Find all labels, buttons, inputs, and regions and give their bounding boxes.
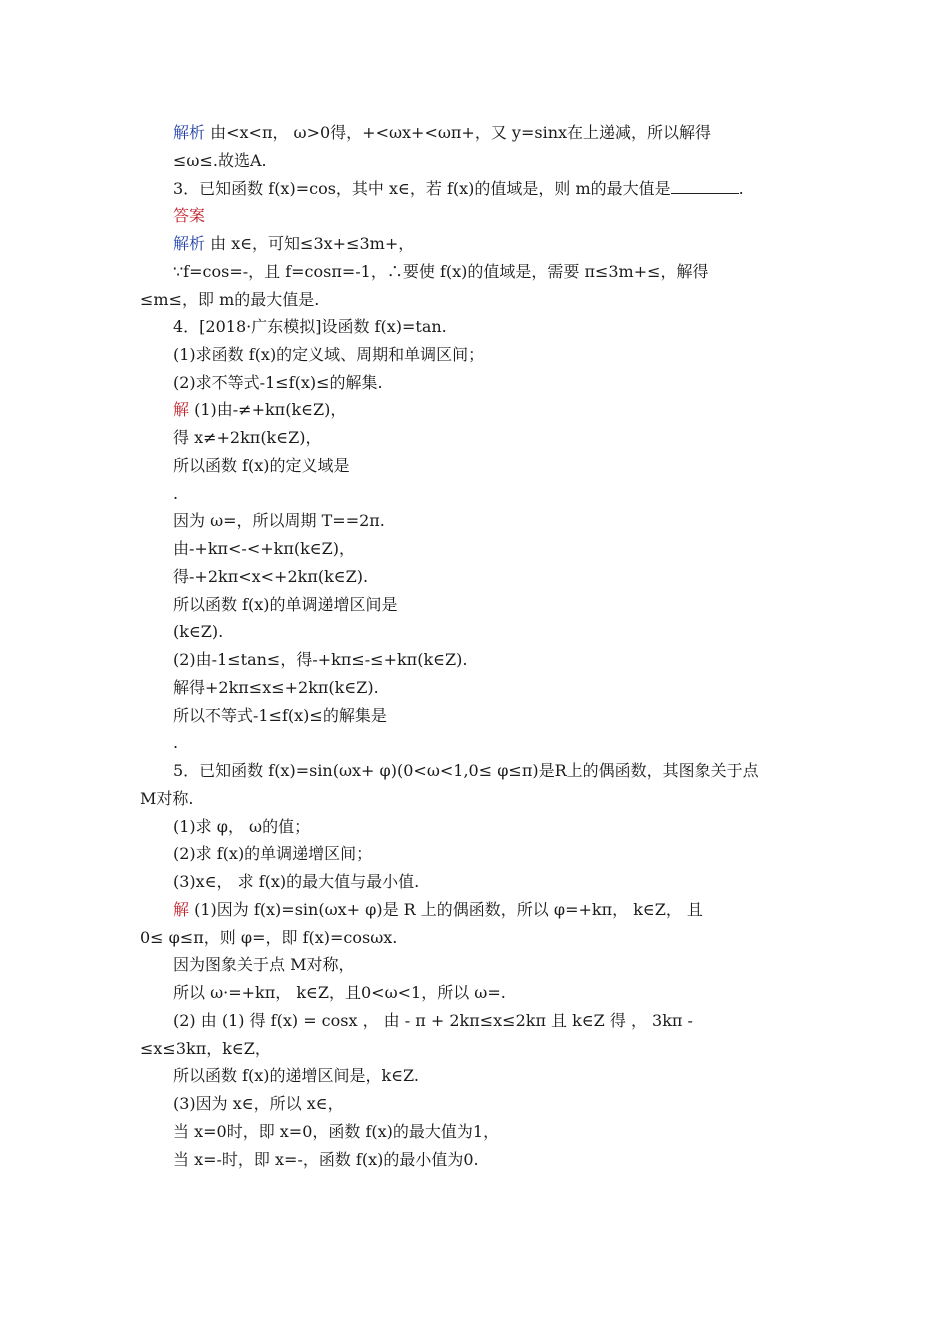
line-text: 由<x<π， ω>0得，+<ωx+<ωπ+，又 y=sinx在上递减，所以解得	[205, 123, 712, 142]
solution-tag: 解	[173, 900, 190, 919]
line-text: (1)求 φ， ω的值；	[173, 817, 311, 836]
line-text: 当 x=-时，即 x=-，函数 f(x)的最小值为0.	[173, 1150, 479, 1169]
line-text: (2)求不等式-1≤f(x)≤的解集.	[173, 373, 383, 392]
line-text: 得-+2kπ<x<+2kπ(k∈Z).	[173, 567, 369, 586]
text-line	[173, 872, 419, 892]
answer-blank	[671, 179, 739, 194]
line-text: 所以不等式-1≤f(x)≤的解集是	[173, 706, 387, 725]
text-line	[173, 817, 310, 837]
line-text: .	[173, 484, 179, 503]
line-text: 因为图象关于点 M对称，	[173, 955, 355, 974]
line-text: 所以函数 f(x)的递增区间是，k∈Z.	[173, 1066, 419, 1085]
text-line	[173, 123, 711, 143]
line-text: (3)因为 x∈，所以 x∈，	[173, 1094, 344, 1113]
line-text: (2)求 f(x)的单调递增区间；	[173, 844, 373, 863]
solution-tag: 解	[173, 400, 190, 419]
text-line	[173, 1150, 479, 1170]
line-text: (k∈Z).	[173, 622, 224, 641]
line-text: 由-+kπ<-<+kπ(k∈Z)，	[173, 539, 356, 558]
text-line	[173, 733, 178, 753]
analysis-tag: 解析	[173, 234, 206, 253]
line-text: ∵f=cos=-，且 f=cosπ=-1，∴要使 f(x)的值域是，需要 π≤3m+≤，解得	[173, 262, 709, 281]
line-text: 因为 ω=，所以周期 T==2π.	[173, 511, 385, 530]
text-line	[173, 345, 484, 365]
text-line	[173, 179, 744, 199]
text-line	[173, 622, 223, 642]
text-line	[173, 955, 354, 975]
text-line	[173, 539, 355, 559]
text-line	[173, 1094, 344, 1114]
text-line	[173, 650, 467, 670]
line-text-end: .	[738, 179, 744, 198]
text-line	[173, 456, 350, 476]
text-line	[173, 983, 506, 1003]
line-text: 0≤ φ≤π，则 φ=，即 f(x)=cosωx.	[140, 928, 398, 947]
line-text: (3)x∈， 求 f(x)的最大值与最小值.	[173, 872, 420, 891]
text-line	[140, 928, 397, 948]
text-line	[173, 234, 414, 254]
text-line	[173, 400, 346, 420]
line-text: .	[173, 733, 179, 752]
line-text: 由 x∈，可知≤3x+≤3m+，	[205, 234, 415, 253]
line-text: (1)由-≠+kπ(k∈Z)，	[189, 400, 347, 419]
analysis-tag: 解析	[173, 123, 206, 142]
text-line	[173, 317, 447, 337]
line-text: (1)求函数 f(x)的定义域、周期和单调区间；	[173, 345, 485, 364]
text-line	[173, 761, 759, 781]
text-line	[140, 789, 193, 809]
line-text: M对称.	[140, 789, 194, 808]
line-text: 得 x≠+2kπ(k∈Z)，	[173, 428, 322, 447]
text-line	[173, 567, 368, 587]
line-text: ≤x≤3kπ，k∈Z，	[140, 1039, 271, 1058]
text-line	[173, 484, 178, 504]
text-line	[173, 595, 398, 615]
text-line	[173, 428, 321, 448]
text-line	[173, 511, 385, 531]
line-text: (2)由-1≤tan≤，得-+kπ≤-≤+kπ(k∈Z).	[173, 650, 468, 669]
line-text: 所以函数 f(x)的定义域是	[173, 456, 350, 475]
text-line	[173, 1011, 693, 1031]
text-line	[173, 844, 372, 864]
line-text: (2) 由 (1) 得 f(x) = cosx ， 由 - π + 2kπ≤x≤2kπ 且 k∈Z 得 ， 3kπ -	[173, 1011, 693, 1030]
text-line	[173, 706, 387, 726]
answer-tag: 答案	[173, 206, 206, 225]
line-text: 当 x=0时，即 x=0，函数 f(x)的最大值为1，	[173, 1122, 500, 1141]
line-text: 所以 ω·=+kπ， k∈Z，且0<ω<1，所以 ω=.	[173, 983, 506, 1002]
line-text: 3．已知函数 f(x)=cos，其中 x∈，若 f(x)的值域是，则 m的最大值是	[173, 179, 671, 198]
text-line	[140, 1039, 271, 1059]
text-line	[173, 206, 205, 226]
line-text: 解得+2kπ≤x≤+2kπ(k∈Z).	[173, 678, 379, 697]
text-line	[173, 262, 709, 282]
line-text: 5．已知函数 f(x)=sin(ωx+ φ)(0<ω<1,0≤ φ≤π)是R上的偶函数，其图象关于点	[173, 761, 759, 780]
line-text: ≤m≤，即 m的最大值是.	[140, 290, 320, 309]
text-line	[173, 151, 267, 171]
text-line	[173, 900, 703, 920]
line-text: (1)因为 f(x)=sin(ωx+ φ)是 R 上的偶函数，所以 φ=+kπ， k∈Z， 且	[189, 900, 703, 919]
line-text: ≤ω≤.故选A.	[173, 151, 267, 170]
line-text: 4．[2018·广东模拟]设函数 f(x)=tan.	[173, 317, 447, 336]
text-line	[173, 1122, 499, 1142]
text-line	[173, 678, 379, 698]
text-line	[173, 1066, 419, 1086]
text-line	[140, 290, 319, 310]
text-line	[173, 373, 383, 393]
line-text: 所以函数 f(x)的单调递增区间是	[173, 595, 398, 614]
